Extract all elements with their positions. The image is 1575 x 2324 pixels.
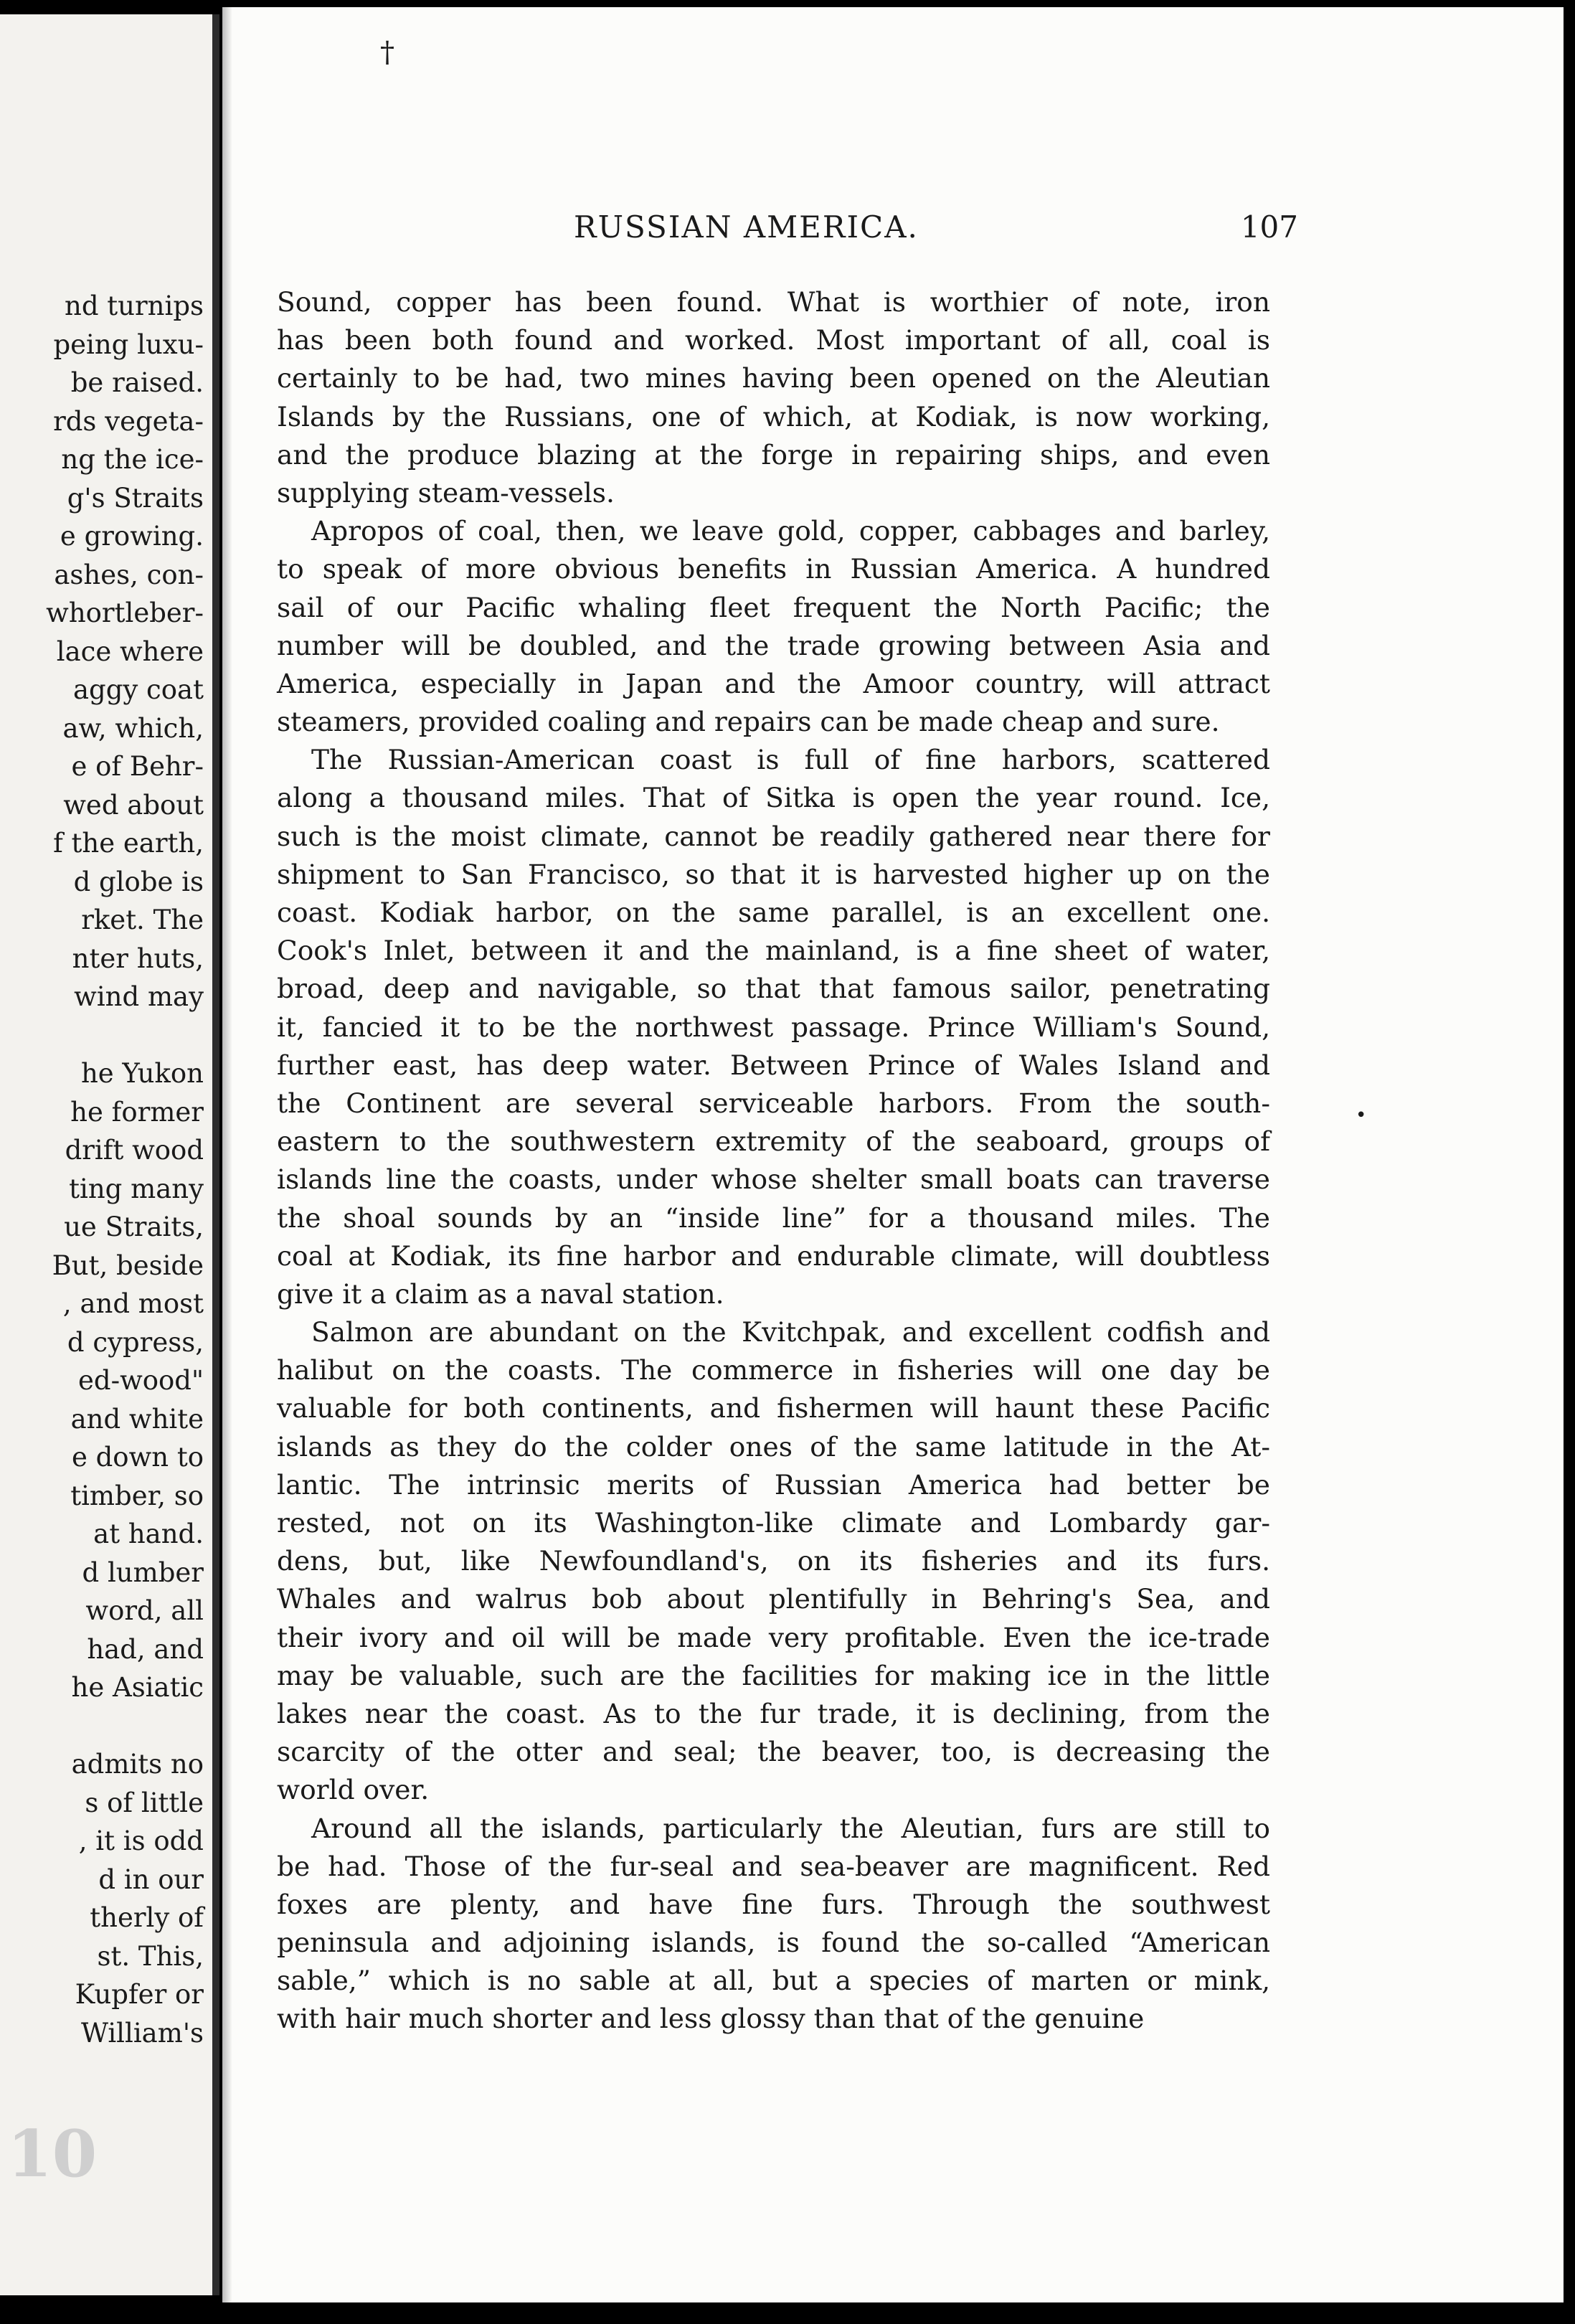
text-line: shipment to San Francisco, so that it is harvested higher up on the <box>277 858 1270 890</box>
text-line: valuable for both continents, and fishermen will haunt these Pacific <box>277 1392 1270 1425</box>
facing-page-line: f the earth, <box>53 828 204 859</box>
text-line: supplying steam-vessels. <box>277 476 615 509</box>
stray-ink-mark: • <box>1356 1105 1367 1126</box>
facing-page-line: be raised. <box>70 367 204 398</box>
text-line: Whales and walrus bob about plentifully in Behring's Sea, and <box>277 1583 1270 1615</box>
text-line: the Continent are several serviceable harbors. From the south- <box>277 1087 1270 1119</box>
facing-page-line: st. This, <box>97 1940 204 1972</box>
paragraph <box>277 1313 1270 1809</box>
facing-page-line: he Yukon <box>80 1058 204 1089</box>
facing-page-line: whortleber- <box>46 597 204 628</box>
facing-page-line: rds vegeta- <box>53 405 204 437</box>
text-line: Apropos of coal, then, we leave gold, copper, cabbages and barley, <box>311 515 1270 547</box>
text-line: and the produce blazing at the forge in repairing ships, and even <box>277 438 1270 471</box>
facing-page-line: wed about <box>63 789 204 821</box>
paragraph <box>277 512 1270 741</box>
facing-page-line <box>3 1707 204 1746</box>
facing-page-line: e down to <box>71 1442 204 1473</box>
text-line: their ivory and oil will be made very profitable. Even the ice-trade <box>277 1621 1270 1653</box>
facing-page-line: rket. The <box>81 904 204 935</box>
facing-page-line: he former <box>70 1096 204 1128</box>
facing-page-line: drift wood <box>65 1135 204 1166</box>
facing-page-line: d in our <box>98 1864 204 1895</box>
facing-page-line: at hand. <box>93 1518 204 1549</box>
paragraph <box>277 741 1270 1313</box>
book-page <box>222 7 1564 2302</box>
text-line: to speak of more obvious benefits in Russian America. A hundred <box>277 553 1270 585</box>
facing-page-line: g's Straits <box>67 482 204 514</box>
text-line: islands as they do the colder ones of the same latitude in the At- <box>277 1430 1270 1463</box>
text-line: steamers, provided coaling and repairs can be made cheap and sure. <box>277 706 1220 738</box>
facing-page-line: s of little <box>85 1787 204 1818</box>
text-line: has been both found and worked. Most important of all, coal is <box>277 324 1270 356</box>
facing-page-line: admits no <box>71 1749 204 1780</box>
text-line: such is the moist climate, cannot be readily gathered near there for <box>277 820 1270 852</box>
text-line: sable,” which is no sable at all, but a species of marten or mink, <box>277 1965 1270 1997</box>
facing-page-line: therly of <box>90 1902 204 1933</box>
page-number: 107 <box>1240 209 1298 245</box>
running-title: RUSSIAN AMERICA. <box>574 209 919 245</box>
facing-page-line: peing luxu- <box>53 329 204 360</box>
text-line: sail of our Pacific whaling fleet frequent the North Pacific; the <box>277 591 1270 623</box>
text-line: rested, not on its Washington-like climate and Lombardy gar- <box>277 1507 1270 1539</box>
facing-page-line: ting many <box>69 1173 204 1204</box>
facing-page-line: wind may <box>74 981 204 1012</box>
text-line: broad, deep and navigable, so that that famous sailor, penetrating <box>277 973 1270 1005</box>
text-line: the shoal sounds by an “inside line” for a thousand miles. The <box>277 1201 1270 1234</box>
facing-page-line: ue Straits, <box>64 1211 204 1242</box>
facing-page-number-bleed: 10 <box>7 2116 98 2192</box>
text-line: Around all the islands, particularly the Aleutian, furs are still to <box>311 1812 1270 1844</box>
text-line: world over. <box>277 1774 430 1806</box>
text-line: peninsula and adjoining islands, is found the so-called “American <box>277 1927 1270 1959</box>
text-line: eastern to the southwestern extremity of the seaboard, groups of <box>277 1125 1270 1158</box>
facing-page-line: Kupfer or <box>75 1979 204 2010</box>
facing-page-line: aw, which, <box>62 712 204 744</box>
text-line: give it a claim as a naval station. <box>277 1277 724 1310</box>
facing-page-line: ed-wood" <box>77 1365 204 1396</box>
text-line: with hair much shorter and less glossy than that of the genuine <box>277 2003 1145 2035</box>
text-line: scarcity of the otter and seal; the beaver, too, is decreasing the <box>277 1736 1270 1768</box>
text-line: Islands by the Russians, one of which, at Kodiak, is now working, <box>277 400 1270 433</box>
text-line: islands line the coasts, under whose shelter small boats can traverse <box>277 1163 1270 1196</box>
text-line: Cook's Inlet, between it and the mainland, is a fine sheet of water, <box>277 935 1270 967</box>
text-line: coal at Kodiak, its fine harbor and endurable climate, will doubtless <box>277 1239 1270 1272</box>
facing-page-line: had, and <box>87 1633 204 1665</box>
facing-page-line: ashes, con- <box>54 559 204 590</box>
page-header <box>509 209 1298 252</box>
facing-page-line: he Asiatic <box>71 1672 204 1703</box>
paragraph <box>277 1810 1270 2039</box>
facing-page-line: e growing. <box>60 521 204 552</box>
facing-page-line: nter huts, <box>72 943 204 974</box>
text-line: Sound, copper has been found. What is worthier of note, iron <box>277 286 1270 318</box>
facing-page-line: and white <box>70 1403 204 1435</box>
text-line: halibut on the coasts. The commerce in fisheries will one day be <box>277 1354 1270 1387</box>
text-line: coast. Kodiak harbor, on the same parallel, is an excellent one. <box>277 897 1270 928</box>
facing-page-line: lace where <box>56 636 204 667</box>
facing-page-line: ng the ice- <box>61 444 204 475</box>
facing-page-line: timber, so <box>70 1480 204 1511</box>
text-line: may be valuable, such are the facilities for making ice in the little <box>277 1659 1270 1691</box>
facing-page-fragment <box>0 14 219 2295</box>
facing-page-line: d globe is <box>73 866 204 897</box>
text-line: be had. Those of the fur-seal and sea-beaver are magnificent. Red <box>277 1850 1270 1882</box>
spine-shadow <box>222 7 232 2302</box>
facing-page-line: e of Behr- <box>71 751 204 782</box>
facing-page-line: d lumber <box>82 1557 204 1588</box>
text-line: The Russian-American coast is full of fine harbors, scattered <box>311 744 1270 776</box>
text-line: it, fancied it to be the northwest passage. Prince William's Sound, <box>277 1011 1270 1043</box>
facing-page-line: But, beside <box>52 1250 204 1281</box>
text-line: lantic. The intrinsic merits of Russian America had better be <box>277 1468 1270 1501</box>
print-mark: † <box>380 36 394 69</box>
text-line: further east, has deep water. Between Prince of Wales Island and <box>277 1049 1270 1081</box>
text-line: Salmon are abundant on the Kvitchpak, and excellent codfish and <box>311 1316 1270 1348</box>
facing-page-line: d cypress, <box>67 1326 204 1358</box>
text-line: foxes are plenty, and have fine furs. Through the southwest <box>277 1888 1270 1920</box>
facing-page-line: , it is odd <box>78 1825 204 1856</box>
facing-page-line: aggy coat <box>72 674 204 705</box>
facing-page-text <box>3 287 204 2052</box>
text-line: America, especially in Japan and the Amoor country, will attract <box>277 667 1270 699</box>
facing-page-line: , and most <box>62 1288 204 1319</box>
text-line: number will be doubled, and the trade growing between Asia and <box>277 629 1270 661</box>
facing-page-line: William's <box>80 2017 204 2049</box>
facing-page-line: nd turnips <box>65 290 204 321</box>
text-line: lakes near the coast. As to the fur trade, it is declining, from the <box>277 1697 1270 1729</box>
text-line: along a thousand miles. That of Sitka is open the year round. Ice, <box>277 782 1270 814</box>
text-line: dens, but, like Newfoundland's, on its fisheries and its furs. <box>277 1545 1270 1577</box>
paragraph <box>277 283 1270 512</box>
facing-page-line <box>3 1016 204 1055</box>
facing-page-line: word, all <box>85 1595 204 1626</box>
body-text <box>277 283 1270 2039</box>
text-line: certainly to be had, two mines having been opened on the Aleutian <box>277 362 1270 395</box>
